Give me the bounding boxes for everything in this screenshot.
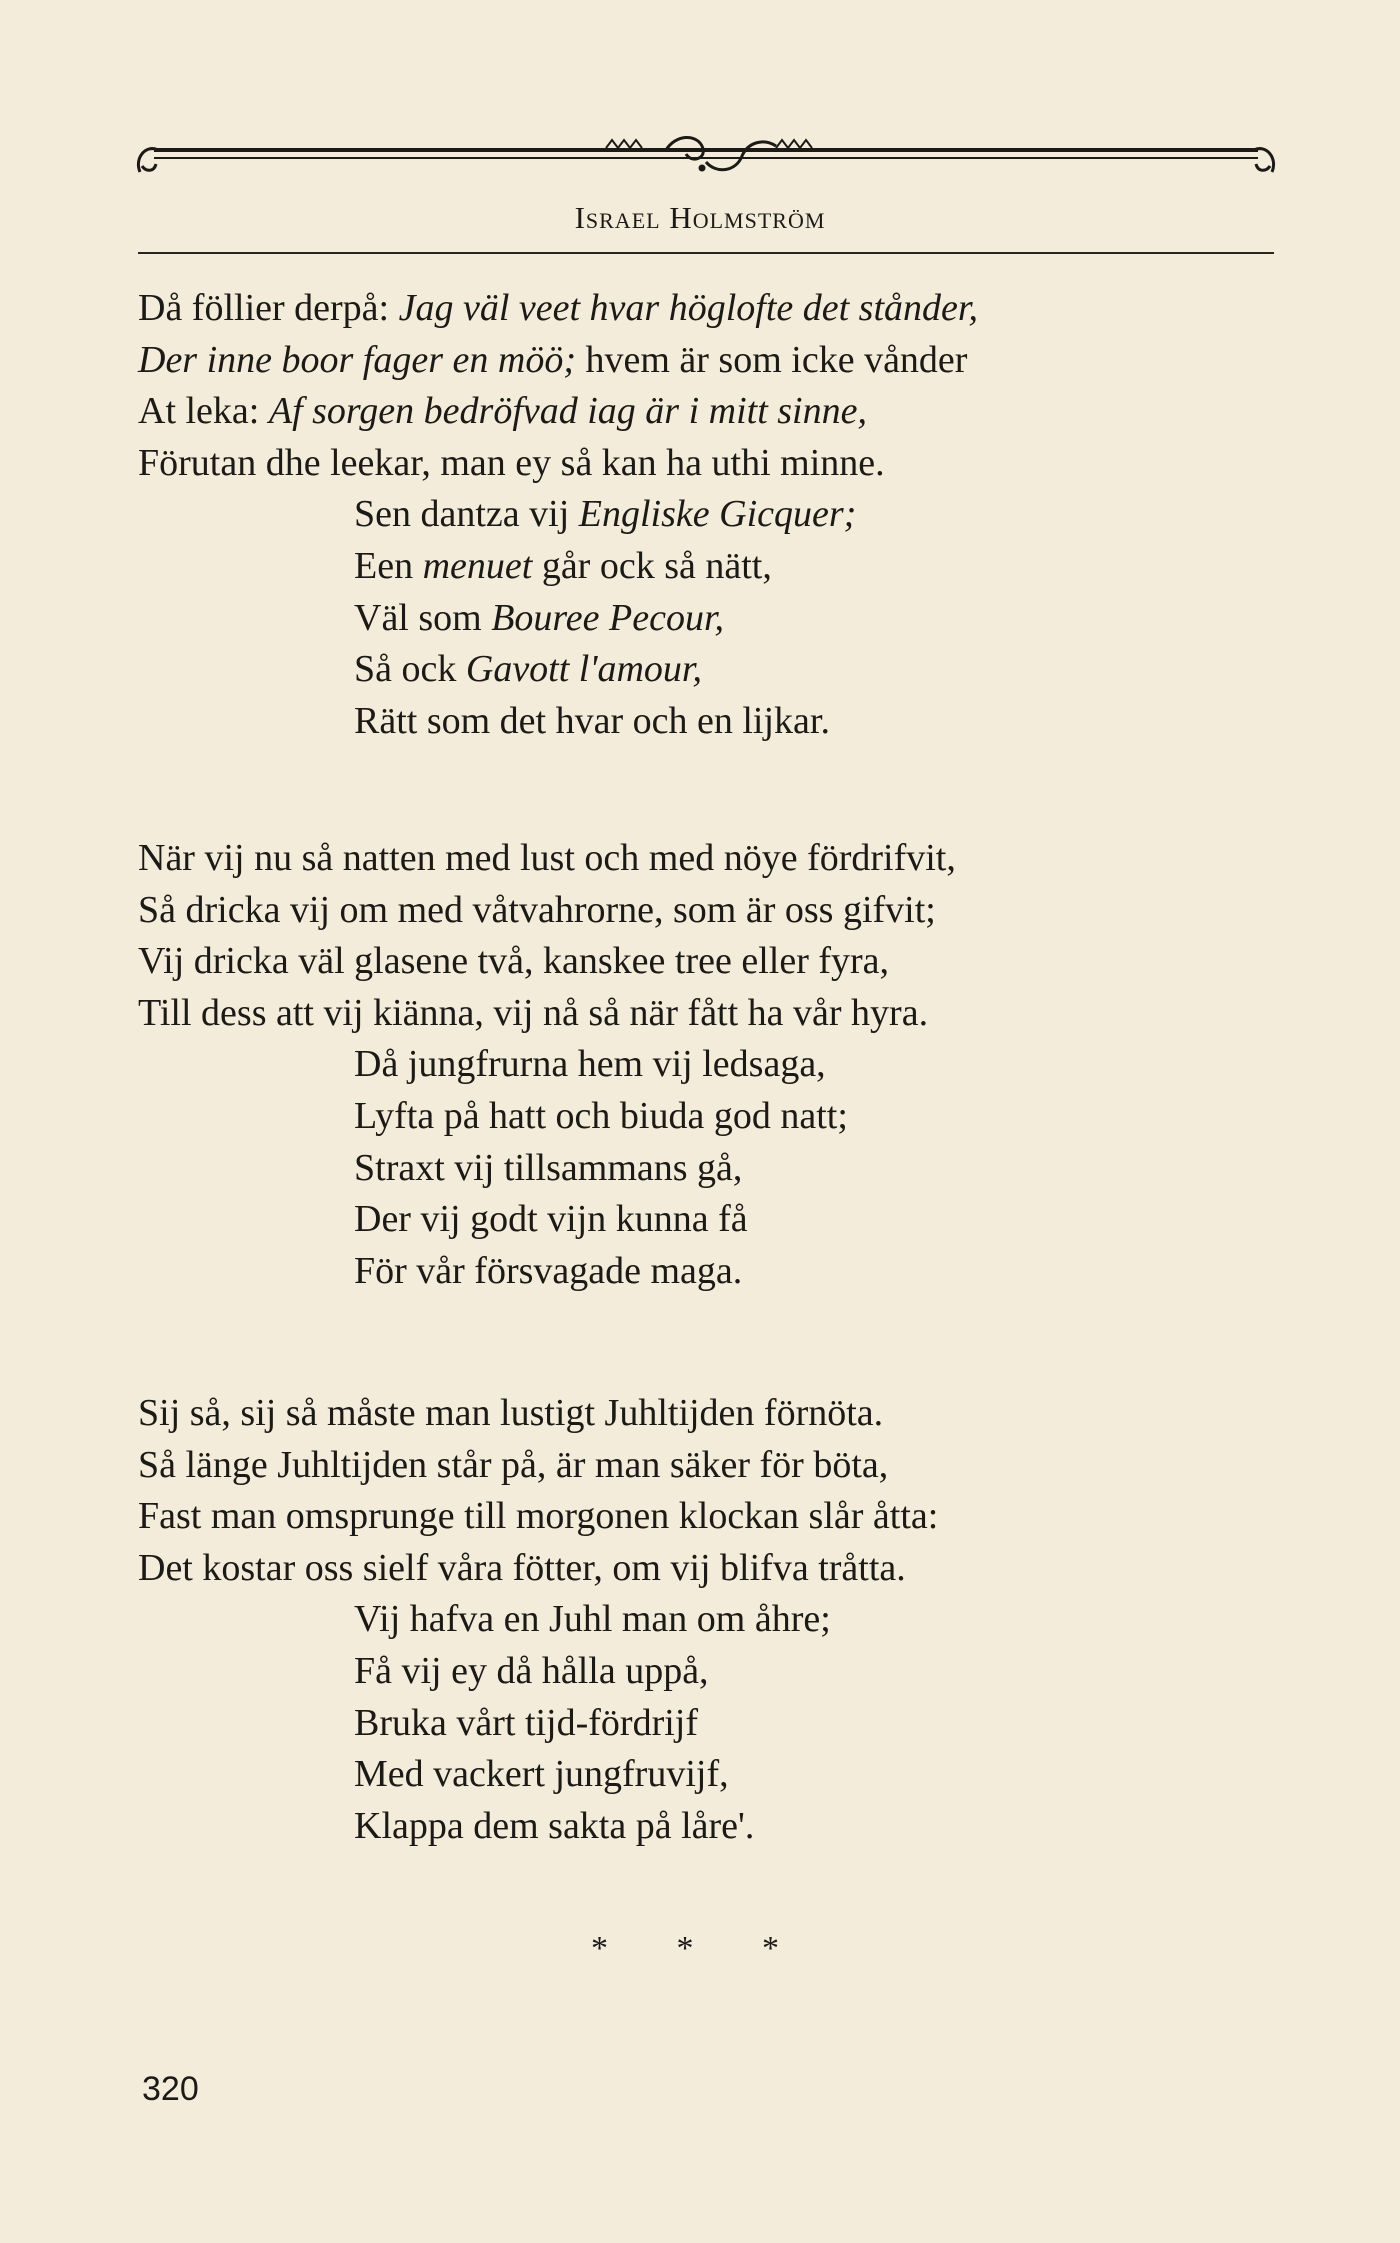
verse-line: [138, 335, 967, 385]
verse-text: Der vij godt vijn kunna få: [354, 1198, 748, 1241]
verse-line: [138, 386, 867, 436]
italic-text: Engliske Gicquer;: [578, 493, 857, 536]
verse-line: [138, 1388, 883, 1438]
verse-line-indented: [354, 1698, 698, 1748]
verse-text: Så länge Juhltijden står på, är man säker för böta,: [138, 1443, 889, 1486]
verse-text: Sij så, sij så måste man lustigt Juhltijden förnöta.: [138, 1392, 884, 1434]
verse-line-indented: [354, 644, 702, 694]
verse-text: Vij hafva en Juhl man om åhre;: [354, 1598, 831, 1641]
page-number: 320: [142, 2070, 199, 2108]
verse-line-indented: [354, 1039, 826, 1089]
verse-line-indented: [354, 489, 856, 539]
verse-line-indented: [354, 1801, 754, 1851]
italic-text: menuet: [422, 545, 533, 587]
verse-line: [138, 833, 956, 883]
verse-text: Fast man omsprunge till morgonen klockan slår åtta:: [138, 1495, 939, 1538]
verse-line-indented: [354, 541, 772, 591]
verse-line-indented: [354, 1594, 831, 1644]
verse-line: [138, 283, 978, 333]
italic-text: Af sorgen bedröfvad iag är i mitt sinne,: [268, 390, 867, 433]
verse-text: Få vij ey då hålla uppå,: [354, 1650, 709, 1692]
italic-text: Gavott l'amour,: [465, 648, 703, 691]
verse-text: Sen dantza vij: [354, 493, 579, 536]
verse-text: Rätt som det hvar och en lijkar.: [354, 699, 830, 742]
running-head: Israel Holmström: [574, 200, 826, 235]
verse-text: När vij nu så natten med lust och med nöye fördrifvit,: [138, 837, 956, 879]
verse-line-indented: [354, 1646, 709, 1696]
verse-text: Då jungfrurna hem vij ledsaga,: [354, 1043, 826, 1086]
verse-line: [138, 936, 889, 986]
verse-text: går ock så nätt,: [532, 545, 772, 587]
verse-text: Väl som: [354, 596, 492, 639]
verse-line-indented: [354, 1246, 742, 1296]
verse-line-indented: [354, 1749, 729, 1799]
verse-text: Det kostar oss sielf våra fötter, om vij blifva tråtta.: [138, 1546, 906, 1589]
verse-line: [138, 988, 928, 1038]
verse-text: At leka:: [138, 390, 269, 433]
header-rule: [138, 252, 1274, 254]
verse-text: Lyfta på hatt och biuda god natt;: [354, 1095, 848, 1137]
verse-line: [138, 885, 936, 935]
italic-text: Der inne boor fager en möö;: [138, 338, 576, 381]
verse-text: Bruka vårt tijd-fördrijf: [354, 1701, 699, 1744]
verse-line-indented: [354, 696, 830, 746]
verse-line-indented: [354, 1091, 848, 1141]
verse-text: Då föllier derpå:: [138, 287, 399, 329]
verse-line-indented: [354, 593, 724, 643]
verse-line: [138, 1440, 888, 1490]
verse-line: [138, 1491, 938, 1541]
verse-line-indented: [354, 1143, 742, 1193]
verse-text: Klappa dem sakta på låre'.: [354, 1804, 755, 1847]
verse-text: Förutan dhe leekar, man ey så kan ha uthi minne.: [138, 441, 885, 484]
section-break: * * *: [591, 1930, 809, 1967]
verse-text: Så dricka vij om med våtvahrorne, som är oss gifvit;: [138, 888, 936, 931]
verse-text: Vij dricka väl glasene två, kanskee tree eller fyra,: [138, 940, 890, 983]
verse-line-indented: [354, 1194, 748, 1244]
verse-text: För vår försvagade maga.: [354, 1249, 743, 1292]
verse-text: Een: [354, 545, 423, 587]
verse-line: [138, 438, 885, 488]
verse-text: Till dess att vij kiänna, vij nå så när fått ha vår hyra.: [138, 991, 929, 1034]
verse-text: Straxt vij tillsammans gå,: [354, 1146, 743, 1189]
verse-text: Med vackert jungfruvijf,: [354, 1753, 729, 1796]
header-ornament: [136, 128, 1276, 196]
verse-line: [138, 1543, 906, 1593]
italic-text: Bouree Pecour,: [491, 596, 725, 639]
verse-text: hvem är som icke vånder: [575, 338, 968, 381]
verse-text: Så ock: [354, 648, 466, 691]
italic-text: Jag väl veet hvar höglofte det stånder,: [398, 287, 978, 329]
